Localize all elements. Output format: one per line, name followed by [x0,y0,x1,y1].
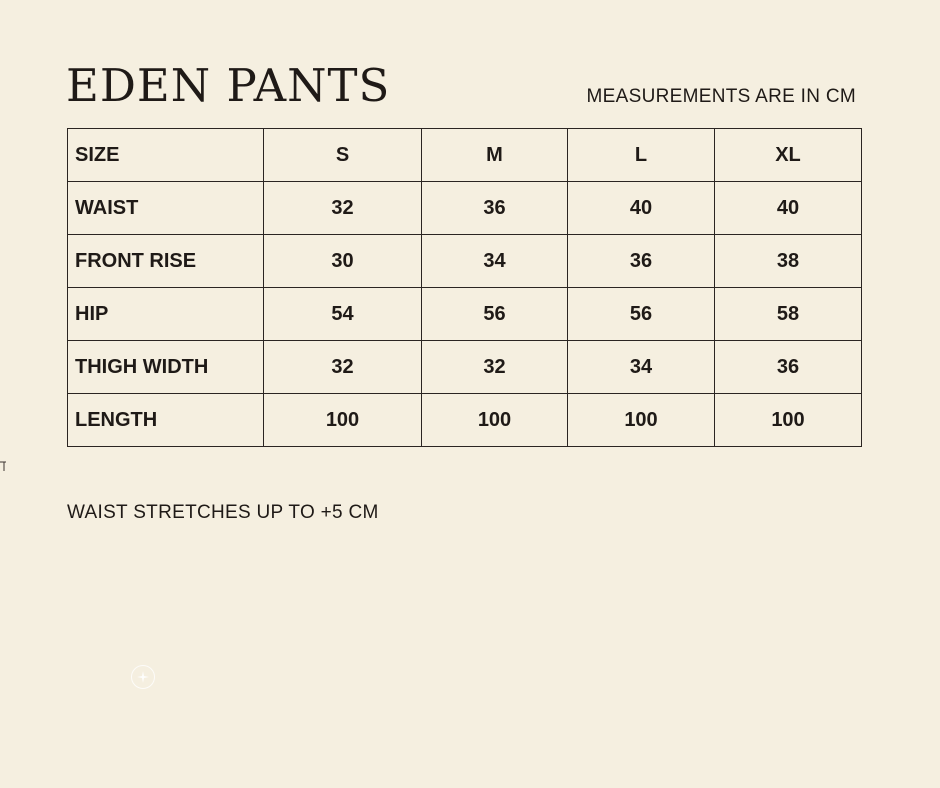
table-cell: 30 [264,235,422,288]
table-cell: 36 [715,341,862,394]
edge-mark-decoration [0,461,6,471]
table-cell: 100 [715,394,862,447]
table-row [68,182,862,235]
table-cell: 40 [568,182,715,235]
table-row [68,341,862,394]
row-label-length: LENGTH [68,394,264,447]
row-label-thigh-width: THIGH WIDTH [68,341,264,394]
table-cell: 32 [264,182,422,235]
table-row [68,394,862,447]
row-label-waist: WAIST [68,182,264,235]
table-cell: 100 [422,394,568,447]
table-cell: 56 [568,288,715,341]
table-cell: 38 [715,235,862,288]
row-label-front-rise: FRONT RISE [68,235,264,288]
table-cell: 40 [715,182,862,235]
table-cell: 36 [422,182,568,235]
table-cell: 100 [264,394,422,447]
units-note: MEASUREMENTS ARE IN CM [586,86,856,107]
row-label-hip: HIP [68,288,264,341]
table-cell: 32 [422,341,568,394]
header-cell-m: M [422,129,568,182]
header-cell-xl: XL [715,129,862,182]
waist-stretch-note: WAIST STRETCHES UP TO +5 CM [67,502,379,523]
size-chart-table [67,128,862,447]
page-title: EDEN PANTS [66,59,391,112]
table-header-row [68,129,862,182]
table-row [68,288,862,341]
sparkle-icon [130,664,156,690]
table-cell: 32 [264,341,422,394]
table-cell: 36 [568,235,715,288]
table-cell: 58 [715,288,862,341]
table-cell: 54 [264,288,422,341]
table-cell: 34 [568,341,715,394]
header-cell-l: L [568,129,715,182]
header-cell-s: S [264,129,422,182]
header-cell-size: SIZE [68,129,264,182]
table-cell: 56 [422,288,568,341]
table-cell: 34 [422,235,568,288]
table-row [68,235,862,288]
table-cell: 100 [568,394,715,447]
